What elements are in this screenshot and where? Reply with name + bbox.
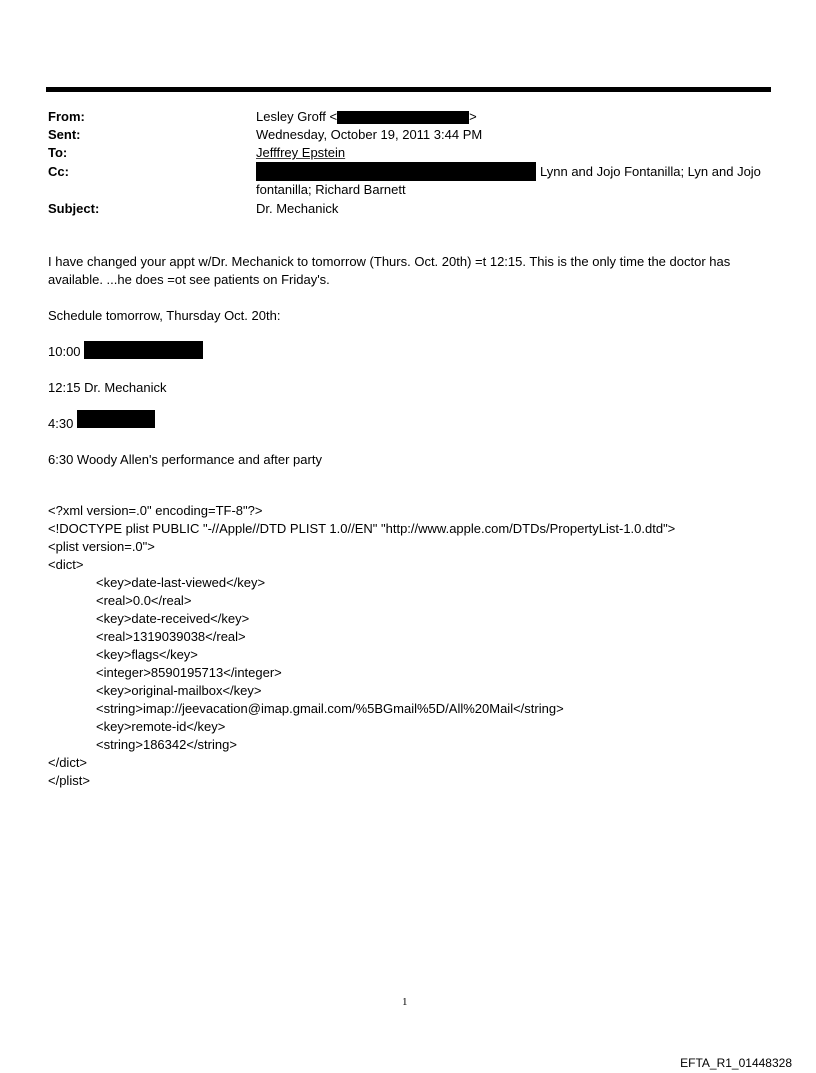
subject-value: Dr. Mechanick: [256, 201, 339, 216]
schedule-item-4: 6:30 Woody Allen's performance and after party: [48, 452, 322, 467]
body-paragraph-line1: I have changed your appt w/Dr. Mechanick to tomorrow (Thurs. Oct. 20th) =t 12:15. This is the only time the doctor has: [48, 254, 731, 269]
schedule-item-1-time: 10:00: [48, 344, 81, 359]
sent-label: Sent:: [48, 127, 81, 142]
xml-line: </dict>: [48, 755, 88, 770]
xml-line: <dict>: [48, 557, 84, 572]
schedule-heading: Schedule tomorrow, Thursday Oct. 20th:: [48, 308, 281, 323]
to-label: To:: [48, 145, 68, 160]
xml-line: <key>remote-id</key>: [96, 719, 226, 734]
redaction-box: [337, 111, 469, 124]
body-paragraph-line2: available. ...he does =ot see patients on Friday's.: [48, 272, 330, 287]
xml-line: <key>date-last-viewed</key>: [96, 575, 266, 590]
schedule-item-1-redaction: [84, 341, 203, 359]
xml-line: <?xml version=.0" encoding=TF-8"?>: [48, 503, 263, 518]
xml-line: <key>flags</key>: [96, 647, 198, 662]
cc-label: Cc:: [48, 164, 69, 179]
xml-plist-block: [48, 502, 675, 790]
from-label: From:: [48, 109, 85, 124]
header-divider: [46, 87, 771, 92]
schedule-item-2: 12:15 Dr. Mechanick: [48, 380, 167, 395]
cc-value-line2: fontanilla; Richard Barnett: [256, 182, 406, 197]
bates-number: EFTA_R1_01448328: [680, 1056, 792, 1070]
xml-line: <key>date-received</key>: [96, 611, 250, 626]
xml-line: <integer>8590195713</integer>: [96, 665, 282, 680]
schedule-item-1: [48, 343, 81, 361]
xml-line: <!DOCTYPE plist PUBLIC "-//Apple//DTD PLIST 1.0//EN" "http://www.apple.com/DTDs/PropertyList-1.0.dtd">: [48, 521, 676, 536]
page-number: 1: [402, 996, 408, 1008]
schedule-item-3-time: 4:30: [48, 416, 74, 431]
schedule-item-3: [48, 415, 73, 433]
xml-line: </plist>: [48, 773, 90, 788]
xml-line: <key>original-mailbox</key>: [96, 683, 262, 698]
xml-line: <real>1319039038</real>: [96, 629, 246, 644]
to-value: Jefffrey Epstein: [256, 145, 346, 160]
from-name: Lesley Groff <: [256, 109, 338, 124]
xml-line: <real>0.0</real>: [96, 593, 192, 608]
subject-label: Subject:: [48, 201, 100, 216]
xml-line: <string>186342</string>: [96, 737, 237, 752]
cc-value-line1: Lynn and Jojo Fontanilla; Lyn and Jojo: [540, 164, 761, 179]
sent-value: Wednesday, October 19, 2011 3:44 PM: [256, 127, 483, 142]
xml-line: <string>imap://jeevacation@imap.gmail.com/%5BGmail%5D/All%20Mail</string>: [96, 701, 564, 716]
from-close: >: [469, 109, 477, 124]
schedule-item-3-redaction: [77, 410, 155, 428]
from-value: [256, 109, 477, 124]
xml-line: <plist version=.0">: [48, 539, 155, 554]
cc-redaction-box: [256, 162, 536, 181]
